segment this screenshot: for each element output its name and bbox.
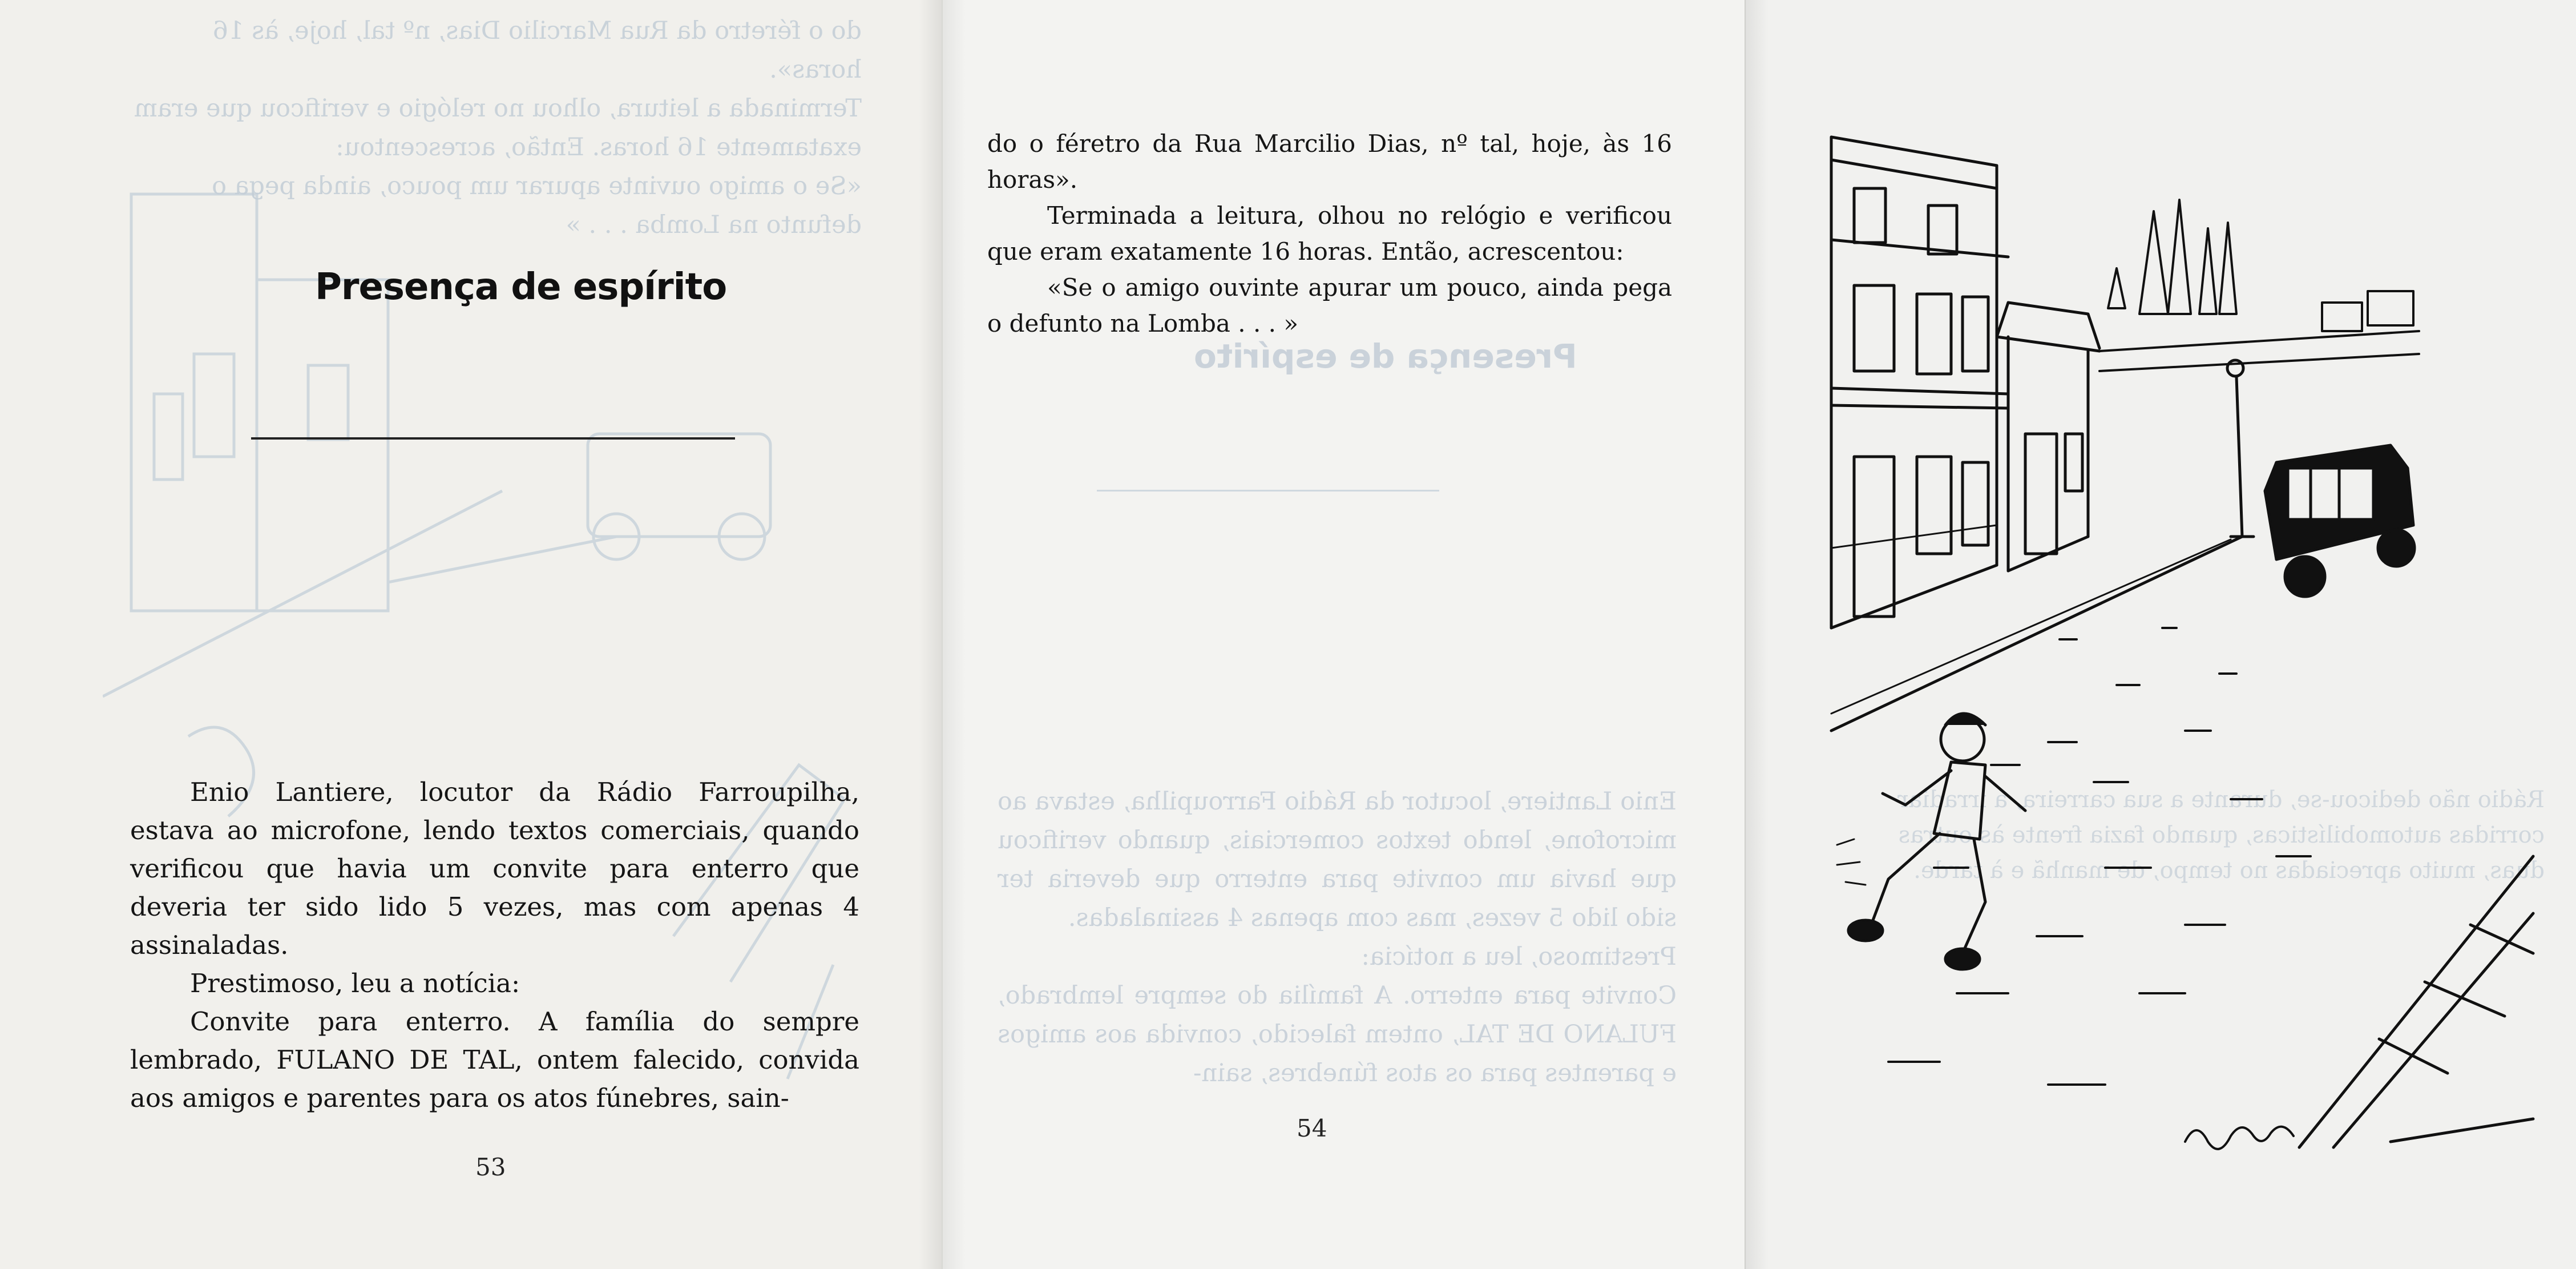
gutter-shadow (1746, 0, 1769, 1269)
title-underline (251, 437, 735, 440)
bleed-through-rule (1097, 490, 1439, 492)
gutter-shadow (919, 0, 942, 1269)
page-54 (942, 0, 1745, 1269)
street-lamp-drawing (2227, 360, 2254, 537)
paragraph: Enio Lantiere, locutor da Rádio Farroupilha, estava ao microfone, lendo textos comerciais, quando verificou que havia um convite para enterro que deveria ter sido lido 5 vezes, mas com apenas 4 assinaladas. (130, 777, 859, 960)
middle-page-text (987, 126, 1672, 341)
page-53 (0, 0, 942, 1269)
small-house-drawing (1997, 303, 2099, 571)
paragraph: Prestimoso, leu a notícia: (190, 968, 520, 998)
paragraph: Terminada a leitura, olhou no relógio e verificou que eram exatamente 16 horas. Então, acrescentou: (987, 202, 1672, 265)
paragraph: do o féretro da Rua Marcilio Dias, nº tal, hoje, às 16 horas». (987, 130, 1672, 194)
left-page-text (130, 773, 859, 1117)
paragraph: «Se o amigo ouvinte apurar um pouco, ainda pega o defunto na Lomba . . . » (987, 273, 1672, 337)
townhouse-drawing (1831, 137, 2008, 628)
bleed-through-text: Rádio não dedicou-se, durante a sua carreira, a irradiar corridas automobilísticas, quando fazia frente às outras duas, muito apreciadas no tempo, de manhã e à tarde. (1897, 787, 2545, 884)
paragraph: Convite para enterro. A família do sempre lembrado, FULANO DE TAL, ontem falecido, convida aos amigos e parentes para os atos fúnebres, sain- (130, 1006, 859, 1113)
bleed-through-title: Presença de espírito (1194, 337, 1577, 376)
page-number: 54 (1297, 1114, 1327, 1142)
street-chase-illustration (1820, 126, 2545, 1165)
bleed-through-text: Enio Lantiere, locutor da Rádio Farroupilha, estava ao microfone, lendo textos comerciais, quando verificou que havia um convite para enterro que deveria ter sido lido 5 vezes, mas com apenas 4 assinaladas. Prestimoso, leu a notícia: Convite para enterro. A família do sempre lembrado, FULANO DE TAL, ontem falecido, convida aos amigos e parentes para os atos fúnebres, sain- (998, 787, 1677, 1087)
cypress-trees-drawing (2108, 200, 2236, 314)
illustration-page (1745, 0, 2576, 1269)
page-number: 53 (475, 1153, 506, 1181)
curbstones-drawing (2299, 856, 2533, 1147)
hearse-drawing (2265, 445, 2415, 597)
artist-signature (2185, 1127, 2294, 1149)
cemetery-wall-drawing (2099, 291, 2419, 371)
cobblestones-drawing (1888, 628, 2311, 1085)
running-man-drawing (1837, 714, 2025, 969)
gutter-shadow (943, 0, 966, 1269)
bleed-through-text: do o féretro da Rua Marcilio Dias, nº tal, hoje, às 16 horas». Terminada a leitura, olhou no relógio e verificou que eram exatamente 16 horas. Então, acrescentou: «Se o amigo ouvinte apurar um pouco, ainda pega o defunto na Lomba . . . » (134, 17, 862, 239)
chapter-title: Presença de espírito (315, 266, 727, 308)
